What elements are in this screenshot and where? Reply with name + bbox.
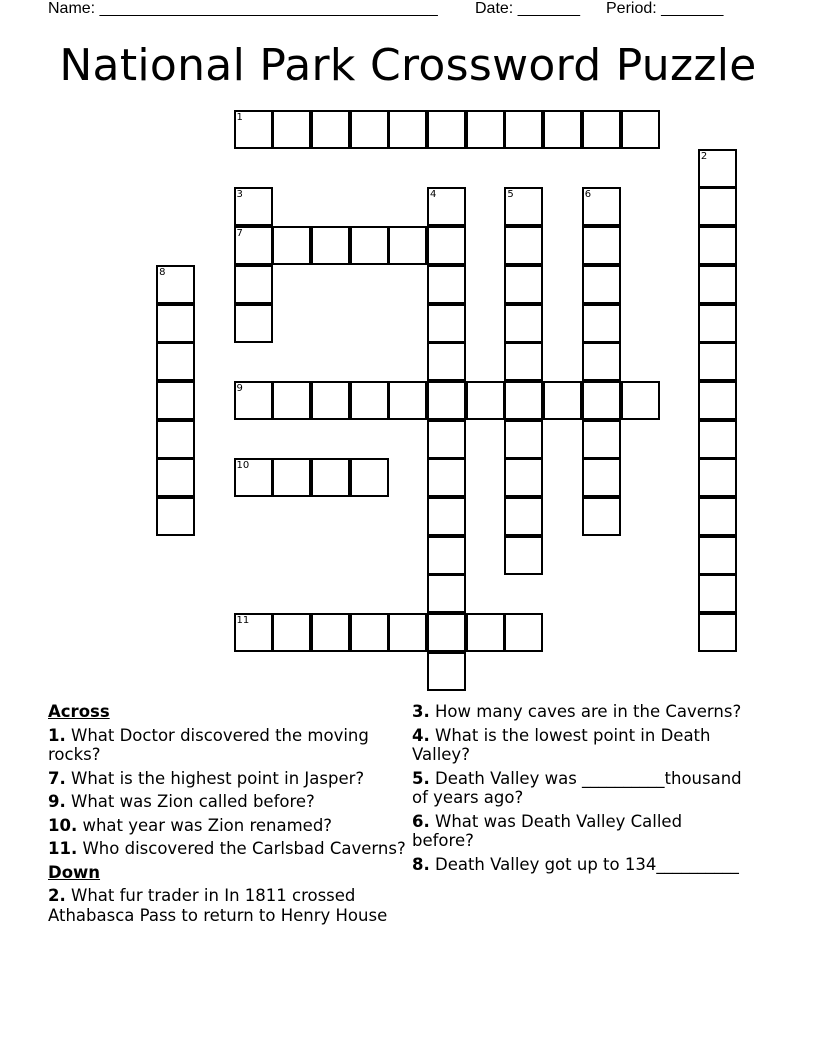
clue-number-label: 1	[236, 112, 243, 123]
clue-number: 8.	[412, 854, 430, 874]
crossword-cell[interactable]	[272, 381, 311, 420]
crossword-cell[interactable]	[504, 381, 543, 420]
crossword-cell[interactable]	[427, 381, 466, 420]
crossword-cell[interactable]	[698, 613, 737, 652]
crossword-cell[interactable]	[621, 110, 660, 149]
name-field-label[interactable]: Name: ______________________________________	[48, 0, 438, 17]
crossword-cell[interactable]	[427, 497, 466, 536]
crossword-cell[interactable]	[582, 226, 621, 265]
clue-number-label: 7	[236, 228, 243, 240]
clue-number: 1.	[48, 725, 66, 745]
crossword-cell[interactable]	[698, 536, 737, 575]
crossword-cell[interactable]	[582, 187, 621, 226]
clue-number: 9.	[48, 792, 66, 811]
clue-number-label: 6	[584, 189, 592, 201]
clue-text: How many caves are in the Caverns?	[435, 702, 742, 721]
clue-number-label: 9	[236, 382, 243, 394]
crossword-cell[interactable]	[543, 110, 582, 149]
crossword-cell[interactable]	[504, 342, 543, 381]
clue-number-label: 11	[236, 615, 250, 627]
crossword-cell[interactable]	[698, 420, 737, 459]
clue-text: Death Valley was __________thousand of years ago?	[412, 768, 742, 807]
crossword-cell[interactable]	[698, 265, 737, 304]
clue-item	[48, 792, 408, 812]
crossword-cell[interactable]	[350, 458, 389, 497]
crossword-cell[interactable]	[156, 458, 195, 497]
crossword-cell[interactable]	[504, 420, 543, 459]
crossword-cell[interactable]	[272, 458, 311, 497]
clue-text: Who discovered the Carlsbad Caverns?	[82, 839, 406, 858]
crossword-cell[interactable]	[427, 420, 466, 459]
clue-item	[48, 726, 408, 765]
clues-right-column	[412, 702, 742, 878]
crossword-cell[interactable]	[156, 265, 195, 304]
crossword-cell[interactable]	[388, 110, 427, 149]
crossword-cell[interactable]	[427, 613, 466, 652]
crossword-cell[interactable]	[427, 226, 466, 265]
clue-item	[412, 812, 742, 851]
crossword-cell[interactable]	[543, 381, 582, 420]
crossword-cell[interactable]	[427, 458, 466, 497]
clue-item	[412, 769, 742, 808]
clue-text: Death Valley got up to 134__________	[435, 854, 739, 874]
down-heading: Down	[48, 862, 101, 882]
clue-number-label: 8	[159, 266, 166, 278]
clue-number-label: 3	[236, 189, 243, 201]
crossword-cell[interactable]	[582, 342, 621, 381]
crossword-cell[interactable]	[698, 187, 737, 226]
crossword-cell[interactable]	[234, 304, 273, 343]
crossword-cell[interactable]	[234, 187, 273, 226]
clue-number-label: 10	[236, 460, 250, 472]
clue-item	[48, 816, 408, 836]
down-clue-list-part1	[48, 886, 408, 925]
clue-number: 2.	[48, 886, 66, 905]
crossword-cell[interactable]	[427, 187, 466, 226]
clues-left-column	[48, 702, 408, 929]
across-heading: Across	[48, 702, 110, 721]
crossword-cell[interactable]	[234, 226, 273, 265]
page-title: National Park Crossword Puzzle	[59, 40, 757, 91]
date-field-label[interactable]: Date: _______	[475, 0, 580, 17]
crossword-cell[interactable]	[582, 458, 621, 497]
clue-number: 6.	[412, 811, 430, 831]
crossword-cell[interactable]	[427, 536, 466, 575]
crossword-cell[interactable]	[234, 381, 273, 420]
clue-number: 3.	[412, 702, 430, 721]
clue-text: What is the highest point in Jasper?	[71, 768, 365, 788]
crossword-cell[interactable]	[234, 458, 273, 497]
crossword-cell[interactable]	[427, 652, 466, 691]
crossword-cell[interactable]	[698, 342, 737, 381]
clue-text: What is the lowest point in Death Valley?	[412, 725, 711, 764]
crossword-cell[interactable]	[504, 536, 543, 575]
crossword-cell[interactable]	[311, 613, 350, 652]
crossword-cell[interactable]	[504, 458, 543, 497]
crossword-cell[interactable]	[466, 613, 505, 652]
clue-item	[412, 702, 742, 722]
crossword-cell[interactable]	[698, 497, 737, 536]
clue-number: 11.	[48, 839, 78, 858]
crossword-cell[interactable]	[427, 265, 466, 304]
crossword-cell[interactable]	[427, 574, 466, 613]
crossword-cell[interactable]	[272, 613, 311, 652]
crossword-cell[interactable]	[466, 381, 505, 420]
crossword-cell[interactable]	[350, 381, 389, 420]
crossword-cell[interactable]	[621, 381, 660, 420]
crossword-cell[interactable]	[504, 497, 543, 536]
clue-number-label: 2	[700, 150, 708, 162]
crossword-cell[interactable]	[504, 110, 543, 149]
crossword-cell[interactable]	[388, 613, 427, 652]
crossword-cell[interactable]	[272, 110, 311, 149]
crossword-cell[interactable]	[311, 226, 350, 265]
clue-item	[48, 769, 408, 789]
crossword-cell[interactable]	[350, 226, 389, 265]
down-clue-list-part2	[412, 702, 742, 874]
clue-text: What Doctor discovered the moving rocks?	[48, 725, 369, 764]
crossword-cell[interactable]	[156, 304, 195, 343]
crossword-cell[interactable]	[388, 381, 427, 420]
clue-text: What was Zion called before?	[71, 792, 315, 811]
clue-text: What fur trader in In 1811 crossed Athabasca Pass to return to Henry House	[48, 886, 388, 925]
crossword-cell[interactable]	[234, 613, 273, 652]
clue-text: what year was Zion renamed?	[82, 815, 333, 835]
clue-item	[48, 839, 408, 859]
crossword-cell[interactable]	[272, 226, 311, 265]
crossword-cell[interactable]	[504, 265, 543, 304]
crossword-cell[interactable]	[698, 574, 737, 613]
crossword-cell[interactable]	[582, 497, 621, 536]
crossword-cell[interactable]	[350, 110, 389, 149]
crossword-cell[interactable]	[427, 342, 466, 381]
crossword-cell[interactable]	[504, 187, 543, 226]
crossword-cell[interactable]	[698, 304, 737, 343]
crossword-cell[interactable]	[311, 110, 350, 149]
clue-number: 10.	[48, 815, 78, 835]
clue-item	[412, 726, 742, 765]
crossword-cell[interactable]	[698, 458, 737, 497]
crossword-cell[interactable]	[504, 226, 543, 265]
crossword-cell[interactable]	[582, 420, 621, 459]
crossword-cell[interactable]	[504, 613, 543, 652]
crossword-cell[interactable]	[582, 304, 621, 343]
crossword-cell[interactable]	[311, 458, 350, 497]
crossword-cell[interactable]	[156, 381, 195, 420]
crossword-cell[interactable]	[388, 226, 427, 265]
crossword-cell[interactable]	[156, 342, 195, 381]
clue-number-label: 5	[507, 189, 514, 201]
crossword-cell[interactable]	[582, 110, 621, 149]
crossword-cell[interactable]	[156, 497, 195, 536]
clue-number-label: 4	[430, 189, 437, 201]
crossword-cell[interactable]	[466, 110, 505, 149]
clue-number: 5.	[412, 768, 430, 788]
crossword-cell[interactable]	[504, 304, 543, 343]
crossword-cell[interactable]	[582, 381, 621, 420]
crossword-cell[interactable]	[156, 420, 195, 459]
across-clue-list	[48, 726, 408, 859]
crossword-cell[interactable]	[427, 110, 466, 149]
clue-number: 4.	[412, 725, 430, 745]
crossword-cell[interactable]	[698, 381, 737, 420]
clue-item	[412, 855, 742, 875]
clue-number: 7.	[48, 768, 66, 788]
crossword-cell[interactable]	[234, 265, 273, 304]
crossword-cell[interactable]	[234, 110, 273, 149]
crossword-cell[interactable]	[350, 613, 389, 652]
period-field-label[interactable]: Period: _______	[606, 0, 724, 17]
crossword-cell[interactable]	[582, 265, 621, 304]
crossword-cell[interactable]	[698, 226, 737, 265]
crossword-cell[interactable]	[427, 304, 466, 343]
clue-item	[48, 886, 408, 925]
crossword-cell[interactable]	[698, 149, 737, 188]
crossword-cell[interactable]	[311, 381, 350, 420]
clue-text: What was Death Valley Called before?	[412, 811, 683, 850]
